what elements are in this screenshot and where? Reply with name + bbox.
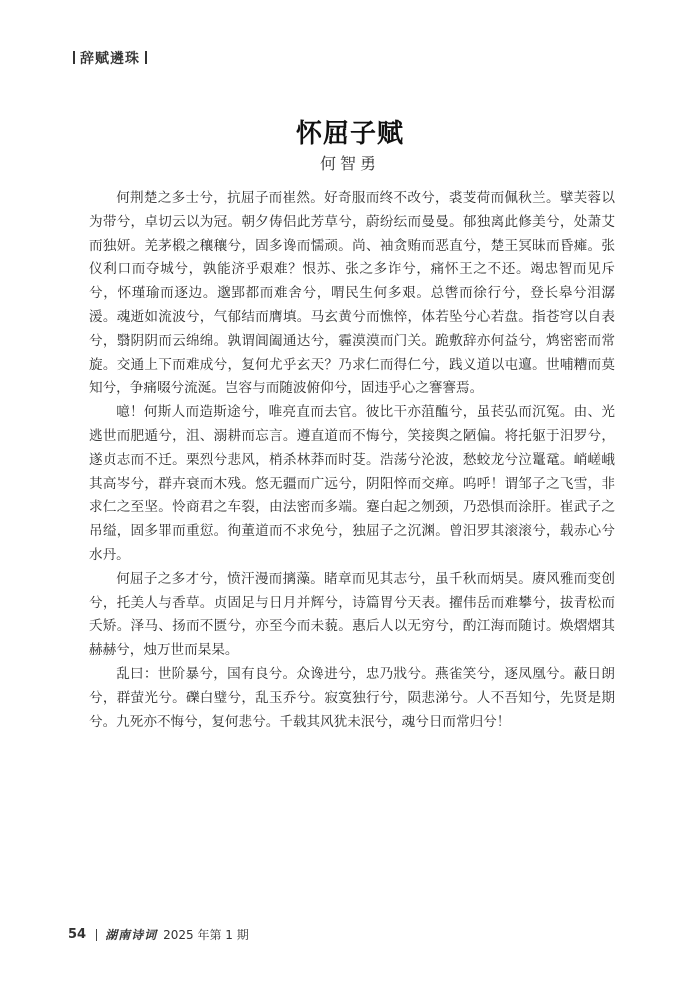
section-tag-right-bar — [145, 51, 147, 64]
issue-label: 2025 年第 1 期 — [163, 928, 249, 942]
page-number: 54 — [68, 927, 87, 942]
section-tag-label: 辞赋遴珠 — [80, 51, 140, 67]
body-paragraph: 乱曰：世阶暴兮，国有良兮。众谗进兮，忠乃戕兮。燕雀笑兮，逐凤凰兮。蔽日朗兮，群萤光兮。礫白璧兮，乱玉乔兮。寂寞独行兮，陨悲涕兮。人不吾知兮，先贤是期兮。九死亦不悔兮，复何悲兮。千载其风犹未泯兮，魂兮日而常归兮！ — [89, 665, 615, 730]
section-tag-left-bar — [73, 51, 75, 64]
footer-divider — [96, 929, 97, 941]
article-body — [89, 187, 615, 734]
page-footer — [68, 926, 249, 943]
body-paragraph: 何荆楚之多士兮，抗屈子而崔然。好奇服而终不改兮，裘芰荷而佩秋兰。擘芙蓉以为带兮，卓切云以为冠。朝夕俦侣此芳草兮，蔚纷纭而曼曼。郁独离此修美兮，处萧艾而独妍。羌茅椴之穰穰兮，固多谗而懦顽。尚、袖贪贿而恶直兮，楚王冥昧而昏瘫。张仪利口而夺城兮，孰能济乎艰难？恨苏、张之多诈兮，痛怀王之不还。竭忠智而见斥兮，怀瑾瑜而逐边。邈郢都而难舍兮，喟民生何多艰。总辔而徐行兮，登长皋兮泪潺湲。魂逝如流波兮，气郁结而膺填。马玄黄兮而憔悴，体若坠兮心若盘。指苍穹以自表兮，翳阴阴而云绵绵。孰谓阊阖通达兮，霾漠漠而门关。跪敷辞亦何益兮，鸩密密而常旋。交通上下而难成兮，复何尤乎玄天？乃求仁而得仁兮，践义道以屯邅。世哺糟而莫知兮，争痛啜兮流涎。岂容与而随波俯仰兮，固违乎心之謇謇焉。 — [89, 190, 615, 397]
article-author: 何智勇 — [319, 154, 380, 173]
body-paragraph: 噫！何斯人而造斯途兮，唯亮直而去官。彼比干亦菹醢兮，虽苌弘而沉冤。由、光逃世而肥遁兮，沮、溺耕而忘言。遵直道而不悔兮，笑接舆之陋偏。将托躯于汨罗兮，遂贞志而不迁。栗烈兮悲风，梢杀林莽而时芟。浩荡兮沦波，愁蛟龙兮泣鼍鼋。峭嵯峨其高岑兮，群卉衰而木残。悠无疆而广远兮，阴阳悴而交瘅。呜呼！谓邹子之飞雪，非求仁之至坚。怜商君之车裂，由法密而多端。蹇白起之刎颈，乃恐惧而涂肝。崔武子之吊缢，固多罪而重愆。徇董道而不求免兮，独屈子之沉渊。曾汨罗其滚滚兮，载赤心兮水丹。 — [89, 404, 615, 563]
journal-name: 湖南诗词 — [105, 928, 158, 942]
article-title: 怀屈子赋 — [295, 119, 404, 149]
body-paragraph: 何屈子之多才兮，愤汗漫而摛藻。睹章而见其志兮，虽千秋而炳昊。赓风雅而变创兮，托美人与香草。贞固足与日月并辉兮，诗篇胃兮天表。擢伟岳而难攀兮，拔青松而夭矫。泽马、扬而不匮兮，亦至今而未藐。惠后人以无穷兮，酌江海而随讨。焕熠熠其赫赫兮，烛万世而杲杲。 — [89, 570, 615, 659]
section-tag — [68, 48, 152, 68]
